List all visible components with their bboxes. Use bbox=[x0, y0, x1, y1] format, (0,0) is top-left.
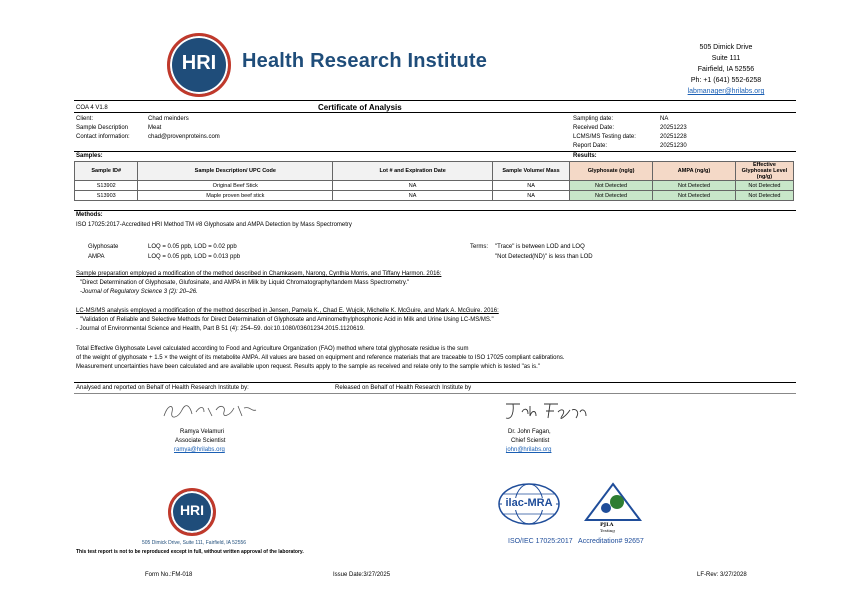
ilac-text: ilac-MRA bbox=[505, 497, 553, 509]
terms-line1: "Trace" is between LOD and LOQ bbox=[495, 244, 585, 250]
address-phone: Ph: +1 (641) 552-6258 bbox=[690, 77, 762, 84]
hri-logo-text: HRI bbox=[181, 52, 217, 74]
accreditation: ISO/IEC 17025:2017 Accreditation# 92657 bbox=[508, 538, 644, 545]
report-value: 20251230 bbox=[660, 143, 687, 149]
cell-effective: Not Detected bbox=[735, 181, 793, 191]
contact-label: Contact information: bbox=[76, 134, 130, 140]
lc-line2: "Validation of Reliable and Selective Methods for Direct Determination of Glyphosate and Aminomethylphosphonic Acid in Milk and Urine Using LC-MS/MS." bbox=[80, 317, 494, 323]
lab-email-link[interactable]: labmanager@hrilabs.org bbox=[687, 88, 765, 95]
desc-value: Meat bbox=[148, 125, 162, 131]
cell-glyphosate: Not Detected bbox=[570, 191, 653, 201]
report-label: Report Date: bbox=[573, 143, 608, 149]
address-line1: 505 Dimick Drive bbox=[699, 44, 753, 51]
address-line3: Fairfield, IA 52556 bbox=[697, 66, 755, 73]
prep-line1: Sample preparation employed a modification of the method described in Chamkasem, Narong, Cynthia Morris, and Tiffany Harmon. 2016: bbox=[76, 271, 442, 277]
total-line3: Measurement uncertainties have been calculated and are available upon request. Results apply to the sample as received and relate only to the sample which is tested "as is." bbox=[76, 364, 540, 370]
sampling-value: NA bbox=[660, 116, 669, 122]
table-header-row bbox=[75, 162, 794, 181]
footer-hri-logo bbox=[168, 488, 216, 536]
terms-line2: "Not Detected(ND)" is less than LOD bbox=[495, 254, 593, 260]
form-no: Form No.:FM-018 bbox=[145, 572, 193, 578]
lc-line1: LC-MS/MS analysis employed a modification of the method described in Jensen, Pamela K., Chad E. Wujcik, Michelle K. McGuire, and Mark A. McGuire. 2016: bbox=[76, 308, 499, 314]
cell-lot: NA bbox=[333, 191, 493, 201]
client-value: Chad meinders bbox=[148, 116, 189, 122]
coa-title: Certificate of Analysis bbox=[318, 103, 402, 112]
prep-line2: "Direct Determination of Glyphosate, Glufosinate, and AMPA in Milk by Liquid Chromatography/tandem Mass Spectrometry." bbox=[80, 280, 410, 286]
left-signer-title: Associate Scientist bbox=[175, 438, 226, 444]
col-sample-id: Sample ID# bbox=[75, 162, 138, 181]
divider bbox=[74, 151, 796, 152]
left-signer-email[interactable]: ramya@hrilabs.org bbox=[174, 447, 225, 453]
released-label: Released on Behalf of Health Research Institute by bbox=[335, 385, 472, 391]
analysed-label: Analysed and reported on Behalf of Health Research Institute by: bbox=[76, 385, 249, 391]
col-effective: Effective Glyphosate Level (ng/g) bbox=[735, 162, 793, 181]
cell-sample-id: S13902 bbox=[75, 181, 138, 191]
lc-line3: - Journal of Environmental Science and Health, Part B 51 (4): 254–59. doi:10.1080/03601234.2015.1120619. bbox=[76, 326, 365, 332]
divider bbox=[74, 112, 796, 113]
received-value: 20251223 bbox=[660, 125, 687, 131]
cell-glyphosate: Not Detected bbox=[570, 181, 653, 191]
col-lot: Lot # and Expiration Date bbox=[333, 162, 493, 181]
footer-notice: This test report is not to be reproduced except in full, without written approval of the laboratory. bbox=[76, 549, 304, 555]
footer-address: 505 Dimick Drive, Suite 111, Fairfield, IA 52556 bbox=[142, 540, 247, 546]
lcms-label: LCMS/MS Testing date: bbox=[573, 134, 636, 140]
cell-description: Original Beef Stick bbox=[138, 181, 333, 191]
pjla-text: PJLA bbox=[600, 522, 614, 528]
divider bbox=[74, 100, 796, 101]
address-line2: Suite 111 bbox=[711, 55, 741, 62]
left-signature bbox=[160, 400, 260, 422]
coa-version: COA 4 V1.8 bbox=[76, 105, 108, 111]
left-signer-name: Ramya Velamuri bbox=[180, 429, 225, 435]
received-label: Received Date: bbox=[573, 125, 615, 131]
terms-label: Terms: bbox=[470, 244, 488, 250]
cell-ampa: Not Detected bbox=[653, 191, 736, 201]
desc-label: Sample Description bbox=[76, 125, 129, 131]
cell-volume: NA bbox=[493, 181, 570, 191]
divider bbox=[74, 210, 796, 211]
glyphosate-value: LOQ = 0.05 ppb, LOD = 0.02 ppb bbox=[148, 244, 237, 250]
ampa-value: LOQ = 0.05 ppb, LOD = 0.013 ppb bbox=[148, 254, 241, 260]
col-description: Sample Description/ UPC Code bbox=[138, 162, 333, 181]
prep-line3: -Journal of Regulatory Science 3 (2): 20–26. bbox=[80, 289, 198, 295]
cell-effective: Not Detected bbox=[735, 191, 793, 201]
cell-ampa: Not Detected bbox=[653, 181, 736, 191]
rev-date: LF-Rev: 3/27/2028 bbox=[697, 572, 747, 578]
pjla-triangle-icon bbox=[584, 482, 642, 522]
footer-logo-text: HRI bbox=[179, 502, 205, 518]
glyphosate-label: Glyphosate bbox=[88, 244, 119, 250]
col-volume: Sample Volume/ Mass bbox=[493, 162, 570, 181]
cell-volume: NA bbox=[493, 191, 570, 201]
right-signature bbox=[500, 398, 590, 424]
samples-label: Samples: bbox=[76, 153, 103, 159]
contact-value: chad@provenproteins.com bbox=[148, 134, 220, 140]
col-ampa: AMPA (ng/g) bbox=[653, 162, 736, 181]
cell-description: Maple proven beef stick bbox=[138, 191, 333, 201]
issue-date: Issue Date:3/27/2025 bbox=[333, 572, 391, 578]
divider bbox=[74, 393, 796, 394]
methods-line1: ISO 17025:2017-Accredited HRI Method TM #8 Glyphosate and AMPA Detection by Mass Spectrometry bbox=[76, 222, 352, 228]
cell-sample-id: S13903 bbox=[75, 191, 138, 201]
total-line2: of the weight of glyphosate + 1.5 × the weight of its metabolite AMPA. All values are based on equipment and reference materials that are traceable to ISO 17025 compliant calibrations. bbox=[76, 355, 565, 361]
col-glyphosate: Glyphosate (ng/g) bbox=[570, 162, 653, 181]
divider bbox=[74, 382, 796, 383]
pjla-sub: Testing bbox=[600, 528, 615, 533]
lcms-value: 20251228 bbox=[660, 134, 687, 140]
brand-name: Health Research Institute bbox=[242, 50, 488, 72]
methods-label: Methods: bbox=[76, 212, 103, 218]
samples-table bbox=[74, 161, 794, 201]
right-signer-email[interactable]: john@hrilabs.org bbox=[506, 447, 552, 453]
cell-lot: NA bbox=[333, 181, 493, 191]
ilac-mra-badge bbox=[496, 482, 562, 526]
total-line1: Total Effective Glyphosate Level calculated according to Food and Agriculture Organization (FAO) method where total glyphosate residue is the sum bbox=[76, 346, 469, 352]
ampa-label: AMPA bbox=[88, 254, 105, 260]
table-row bbox=[75, 181, 794, 191]
results-label: Results: bbox=[573, 153, 597, 159]
sampling-label: Sampling date: bbox=[573, 116, 614, 122]
right-signer-name: Dr. John Fagan, bbox=[508, 429, 551, 435]
header-address bbox=[672, 42, 780, 97]
hri-logo bbox=[167, 33, 231, 97]
table-row bbox=[75, 191, 794, 201]
client-label: Client: bbox=[76, 116, 94, 122]
right-signer-title: Chief Scientist bbox=[511, 438, 550, 444]
